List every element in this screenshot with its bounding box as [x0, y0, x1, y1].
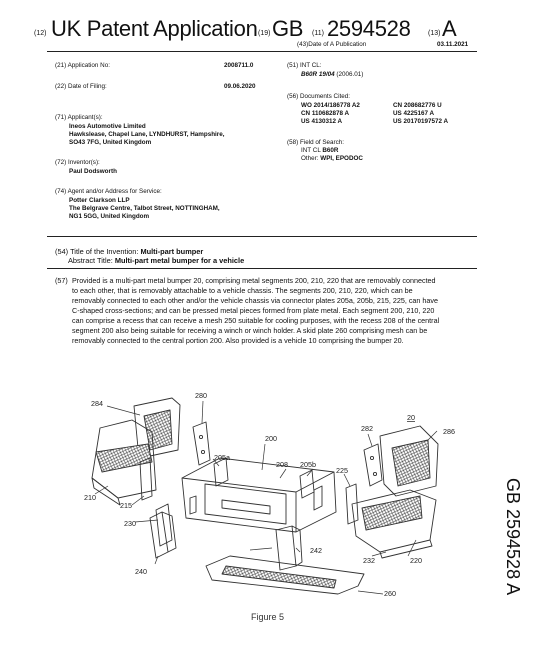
- code-11: (11): [312, 30, 324, 37]
- abstract-line: to each other, that is removably attachable to a vehicle chassis. The segments 200, 210, 220, which can be: [72, 286, 413, 295]
- filing-date-label: (22) Date of Filing:: [55, 83, 107, 90]
- label-20: 20: [407, 413, 415, 422]
- abstract-title-label: Abstract Title:: [68, 256, 115, 265]
- int-cl-label: (51) INT CL:: [287, 62, 322, 69]
- application-no-label: (21) Application No:: [55, 62, 110, 69]
- label-286: 286: [443, 427, 455, 436]
- side-mark-text: GB 2594528 A: [503, 478, 523, 596]
- document-title: UK Patent Application: [51, 16, 258, 41]
- label-284: 284: [91, 399, 103, 408]
- search-int-prefix: INT CL: [301, 147, 323, 154]
- label-225: 225: [336, 466, 348, 475]
- cited-document: CN 208682776 U: [393, 102, 442, 109]
- cited-document: US 4130312 A: [301, 118, 343, 125]
- applicant-line: SO43 7FG, United Kingdom: [69, 139, 152, 146]
- label-240: 240: [135, 567, 147, 576]
- bracket-282: [364, 444, 382, 486]
- abstract-line: segment 200 also being suitable for receiving a winch or winch holder. A skid plate 260 comprising mesh can be: [72, 326, 428, 335]
- bracket-242: [276, 526, 302, 570]
- applicant-line: Ineos Automotive Limited: [69, 123, 146, 130]
- label-215: 215: [120, 501, 132, 510]
- search-other-value: WPI, EPODOC: [320, 155, 363, 162]
- abstract-line: can comprise a recess that can receive a mesh 250 suitable for cooling purposes, with the recess 208 of the central: [72, 316, 440, 325]
- label-205b: 205b: [300, 460, 316, 469]
- field-of-search-label: (58) Field of Search:: [287, 139, 345, 146]
- label-210: 210: [84, 493, 96, 502]
- abstract-line: Provided is a multi-part metal bumper 20, comprising metal segments 200, 210, 220 that are removably connected: [72, 276, 436, 285]
- country-code: GB: [272, 16, 304, 41]
- abstract-line: C-shaped cross-sections; and can be pressed metal pieces formed from plate metal. Each segment 200, 210, 220: [72, 306, 435, 315]
- int-cl-year: (2006.01): [334, 71, 364, 78]
- documents-cited-label: (56) Documents Cited:: [287, 93, 350, 100]
- side-publication-mark: [497, 478, 527, 628]
- left-end-segment-210: [92, 420, 156, 505]
- figure-caption: Figure 5: [251, 612, 285, 622]
- publication-date-label: (43)Date of A Publication: [297, 41, 367, 48]
- label-232: 232: [363, 556, 375, 565]
- skid-plate-260: [206, 556, 364, 594]
- application-no: 2008711.0: [224, 62, 254, 69]
- agent-line: Potter Clarkson LLP: [69, 197, 130, 204]
- abstract-line: removably connected to the central portion 200. Also provided is a vehicle 10 comprising the bumper 20.: [72, 336, 404, 345]
- kind-code: A: [442, 16, 457, 41]
- search-other-prefix: Other:: [301, 155, 321, 162]
- filing-date: 09.06.2020: [224, 83, 256, 90]
- abstract-line: removably connected to each other and/or the vehicle chassis via connector plates 205a, 205b, 215, 225, can have: [72, 296, 439, 305]
- agent-line: The Belgrave Centre, Talbot Street, NOTTINGHAM,: [69, 205, 220, 212]
- label-205a: 205a: [214, 453, 230, 462]
- label-242: 242: [310, 546, 322, 555]
- abstract-label: (57): [55, 276, 68, 285]
- cited-document: US 4225167 A: [393, 110, 435, 117]
- bracket-280: [193, 422, 210, 465]
- label-200: 200: [265, 434, 277, 443]
- cited-document: WO 2014/186778 A2: [301, 102, 360, 109]
- agent-label: (74) Agent and/or Address for Service:: [55, 188, 162, 195]
- cited-document: US 20170197572 A: [393, 118, 449, 125]
- label-282: 282: [361, 424, 373, 433]
- applicants-label: (71) Applicant(s):: [55, 114, 103, 121]
- mesh-panel-286: [380, 426, 438, 496]
- invention-title-label: (54) Title of the Invention:: [55, 247, 141, 256]
- search-int-code: B60R: [322, 147, 339, 154]
- right-end-segment-220: [352, 490, 436, 558]
- publication-date: 03.11.2021: [437, 41, 469, 48]
- code-13: (13): [428, 30, 441, 37]
- code-12: (12): [34, 30, 47, 37]
- invention-title-value: Multi-part bumper: [140, 247, 204, 256]
- cited-document: CN 110682878 A: [301, 110, 350, 117]
- inventor-name: Paul Dodsworth: [69, 168, 117, 175]
- patent-number: 2594528: [327, 16, 411, 41]
- code-19: (19): [258, 30, 271, 37]
- int-cl-code: B60R 19/04: [301, 71, 335, 78]
- label-230: 230: [124, 519, 136, 528]
- label-280: 280: [195, 391, 207, 400]
- label-220: 220: [410, 556, 422, 565]
- inventors-label: (72) Inventor(s):: [55, 159, 100, 166]
- bracket-240: [150, 512, 176, 558]
- abstract-title-value: Multi-part metal bumper for a vehicle: [114, 256, 245, 265]
- applicant-line: Hawkslease, Chapel Lane, LYNDHURST, Hampshire,: [69, 131, 225, 138]
- agent-line: NG1 5GG, United Kingdom: [69, 213, 150, 220]
- label-260: 260: [384, 589, 396, 598]
- label-208: 208: [276, 460, 288, 469]
